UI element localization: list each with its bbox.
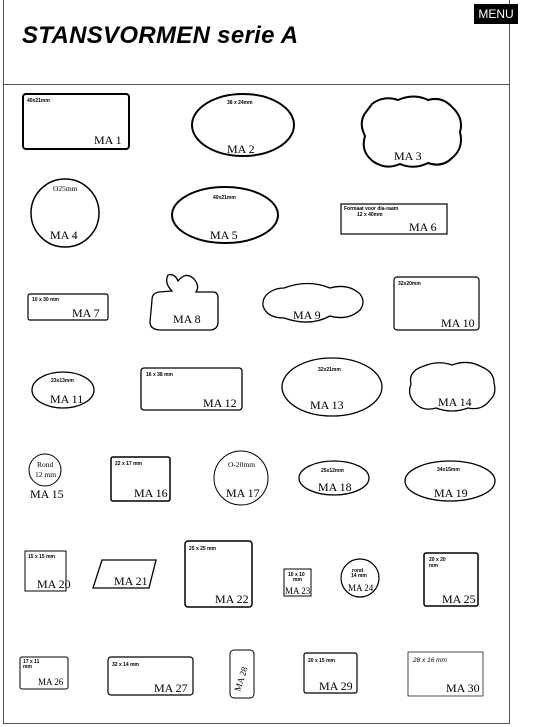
ma11-size: 23x13mm <box>51 378 74 384</box>
form-ma13[interactable] <box>282 358 382 416</box>
form-ma25[interactable] <box>424 553 478 606</box>
form-ma1[interactable] <box>23 94 129 149</box>
ma12-name: MA 12 <box>203 396 237 410</box>
ma14-name: MA 14 <box>438 395 472 409</box>
ma6-size: Formaat voor dia-raam <box>344 206 399 212</box>
ma23-name: MA 23 <box>285 586 311 596</box>
ma4-name: MA 4 <box>50 228 78 242</box>
ma24-name: MA 24 <box>348 583 374 593</box>
ma1-size: 40x21mm <box>27 98 50 104</box>
ma10-name: MA 10 <box>441 316 475 330</box>
form-ma2[interactable] <box>192 94 294 156</box>
ma28-name: MA 28 <box>232 665 250 693</box>
ma22-size: 25 x 25 mm <box>189 546 216 552</box>
form-ma7[interactable] <box>28 294 108 320</box>
form-ma30[interactable] <box>408 652 483 696</box>
ma19-name: MA 19 <box>434 486 468 500</box>
ma21-name: MA 21 <box>114 574 148 588</box>
ma6-name: MA 6 <box>409 220 437 234</box>
ma12-size: 16 x 38 mm <box>146 372 173 378</box>
ma30-name: MA 30 <box>446 681 480 695</box>
ma3-name: MA 3 <box>394 149 422 163</box>
ma26-size: 17 x 11 <box>23 659 40 665</box>
ma2-size: 38 x 24mm <box>227 100 253 106</box>
ma1-name: MA 1 <box>94 133 122 147</box>
ma23-size2: mm <box>293 577 302 583</box>
form-ma5[interactable] <box>172 187 278 243</box>
form-ma10[interactable] <box>394 277 479 330</box>
form-ma24[interactable] <box>341 559 379 597</box>
ma24-size2: 14 mm <box>351 573 367 579</box>
ma15-name: MA 15 <box>30 487 64 501</box>
menu-button[interactable]: MENU <box>474 4 518 24</box>
ma20-name: MA 20 <box>37 577 71 591</box>
form-ma22[interactable] <box>185 541 252 607</box>
ma17-size: O-20mm <box>228 460 256 469</box>
form-ma23[interactable] <box>284 569 311 596</box>
ma26-size2: mm <box>23 664 32 670</box>
form-ma19[interactable] <box>405 461 495 501</box>
ma27-name: MA 27 <box>154 681 188 695</box>
ma24-size: rond <box>352 568 364 574</box>
form-ma3[interactable] <box>362 97 461 167</box>
ma13-size: 32x21mm <box>318 367 341 373</box>
ma29-size: 20 x 15 mm <box>308 658 335 664</box>
ma15-size2: 12 mm <box>35 470 57 479</box>
form-ma6[interactable] <box>341 204 447 234</box>
form-ma8[interactable] <box>150 275 218 330</box>
form-ma26[interactable] <box>20 657 68 689</box>
ma7-size: 10 x 30 mm <box>32 297 59 303</box>
ma18-name: MA 18 <box>318 480 352 494</box>
form-ma16[interactable] <box>111 457 170 501</box>
ma2-name: MA 2 <box>227 142 255 156</box>
ma13-name: MA 13 <box>310 398 344 412</box>
form-ma12[interactable] <box>141 368 242 410</box>
form-ma28[interactable] <box>230 650 254 698</box>
form-ma20[interactable] <box>25 551 71 591</box>
ma29-name: MA 29 <box>319 679 353 693</box>
form-ma15[interactable] <box>29 454 64 501</box>
ma30-size: 28 x 16 mm <box>413 657 447 664</box>
ma22-name: MA 22 <box>215 592 249 606</box>
ma15-size: Rond <box>37 460 54 469</box>
form-ma29[interactable] <box>304 653 357 693</box>
form-ma17[interactable] <box>214 451 268 505</box>
form-ma4[interactable] <box>31 179 99 247</box>
ma9-name: MA 9 <box>293 308 321 322</box>
ma4-size: O25mm <box>53 184 78 193</box>
ma25-size2: mm <box>429 563 438 569</box>
ma17-name: MA 17 <box>226 486 260 500</box>
ma5-size: 40x21mm <box>213 195 236 201</box>
ma26-name: MA 26 <box>38 677 64 687</box>
ma8-name: MA 8 <box>173 312 201 326</box>
page-title: STANSVORMEN serie A <box>22 22 299 49</box>
ma16-name: MA 16 <box>134 486 168 500</box>
form-ma9[interactable] <box>263 284 363 323</box>
ma19-size: 34x15mm <box>437 467 460 473</box>
ma23-size: 10 x 10 <box>288 572 305 578</box>
ma25-name: MA 25 <box>442 592 476 606</box>
ma18-size: 25x12mm <box>321 468 344 474</box>
form-ma27[interactable] <box>108 657 193 695</box>
ma10-size: 32x20mm <box>398 281 421 287</box>
form-ma18[interactable] <box>299 461 369 495</box>
form-ma21[interactable] <box>93 560 156 588</box>
ma27-size: 32 x 14 mm <box>112 662 139 668</box>
ma20-size: 15 x 15 mm <box>28 554 55 560</box>
ma6-size2: 12 x 40mm <box>357 212 383 218</box>
form-ma11[interactable] <box>32 372 94 408</box>
ma25-size: 20 x 20 <box>429 557 446 563</box>
ma7-name: MA 7 <box>72 306 100 320</box>
ma5-name: MA 5 <box>210 228 238 242</box>
form-ma14[interactable] <box>410 362 495 411</box>
ma16-size: 22 x 17 mm <box>115 461 142 467</box>
ma11-name: MA 11 <box>50 392 84 406</box>
